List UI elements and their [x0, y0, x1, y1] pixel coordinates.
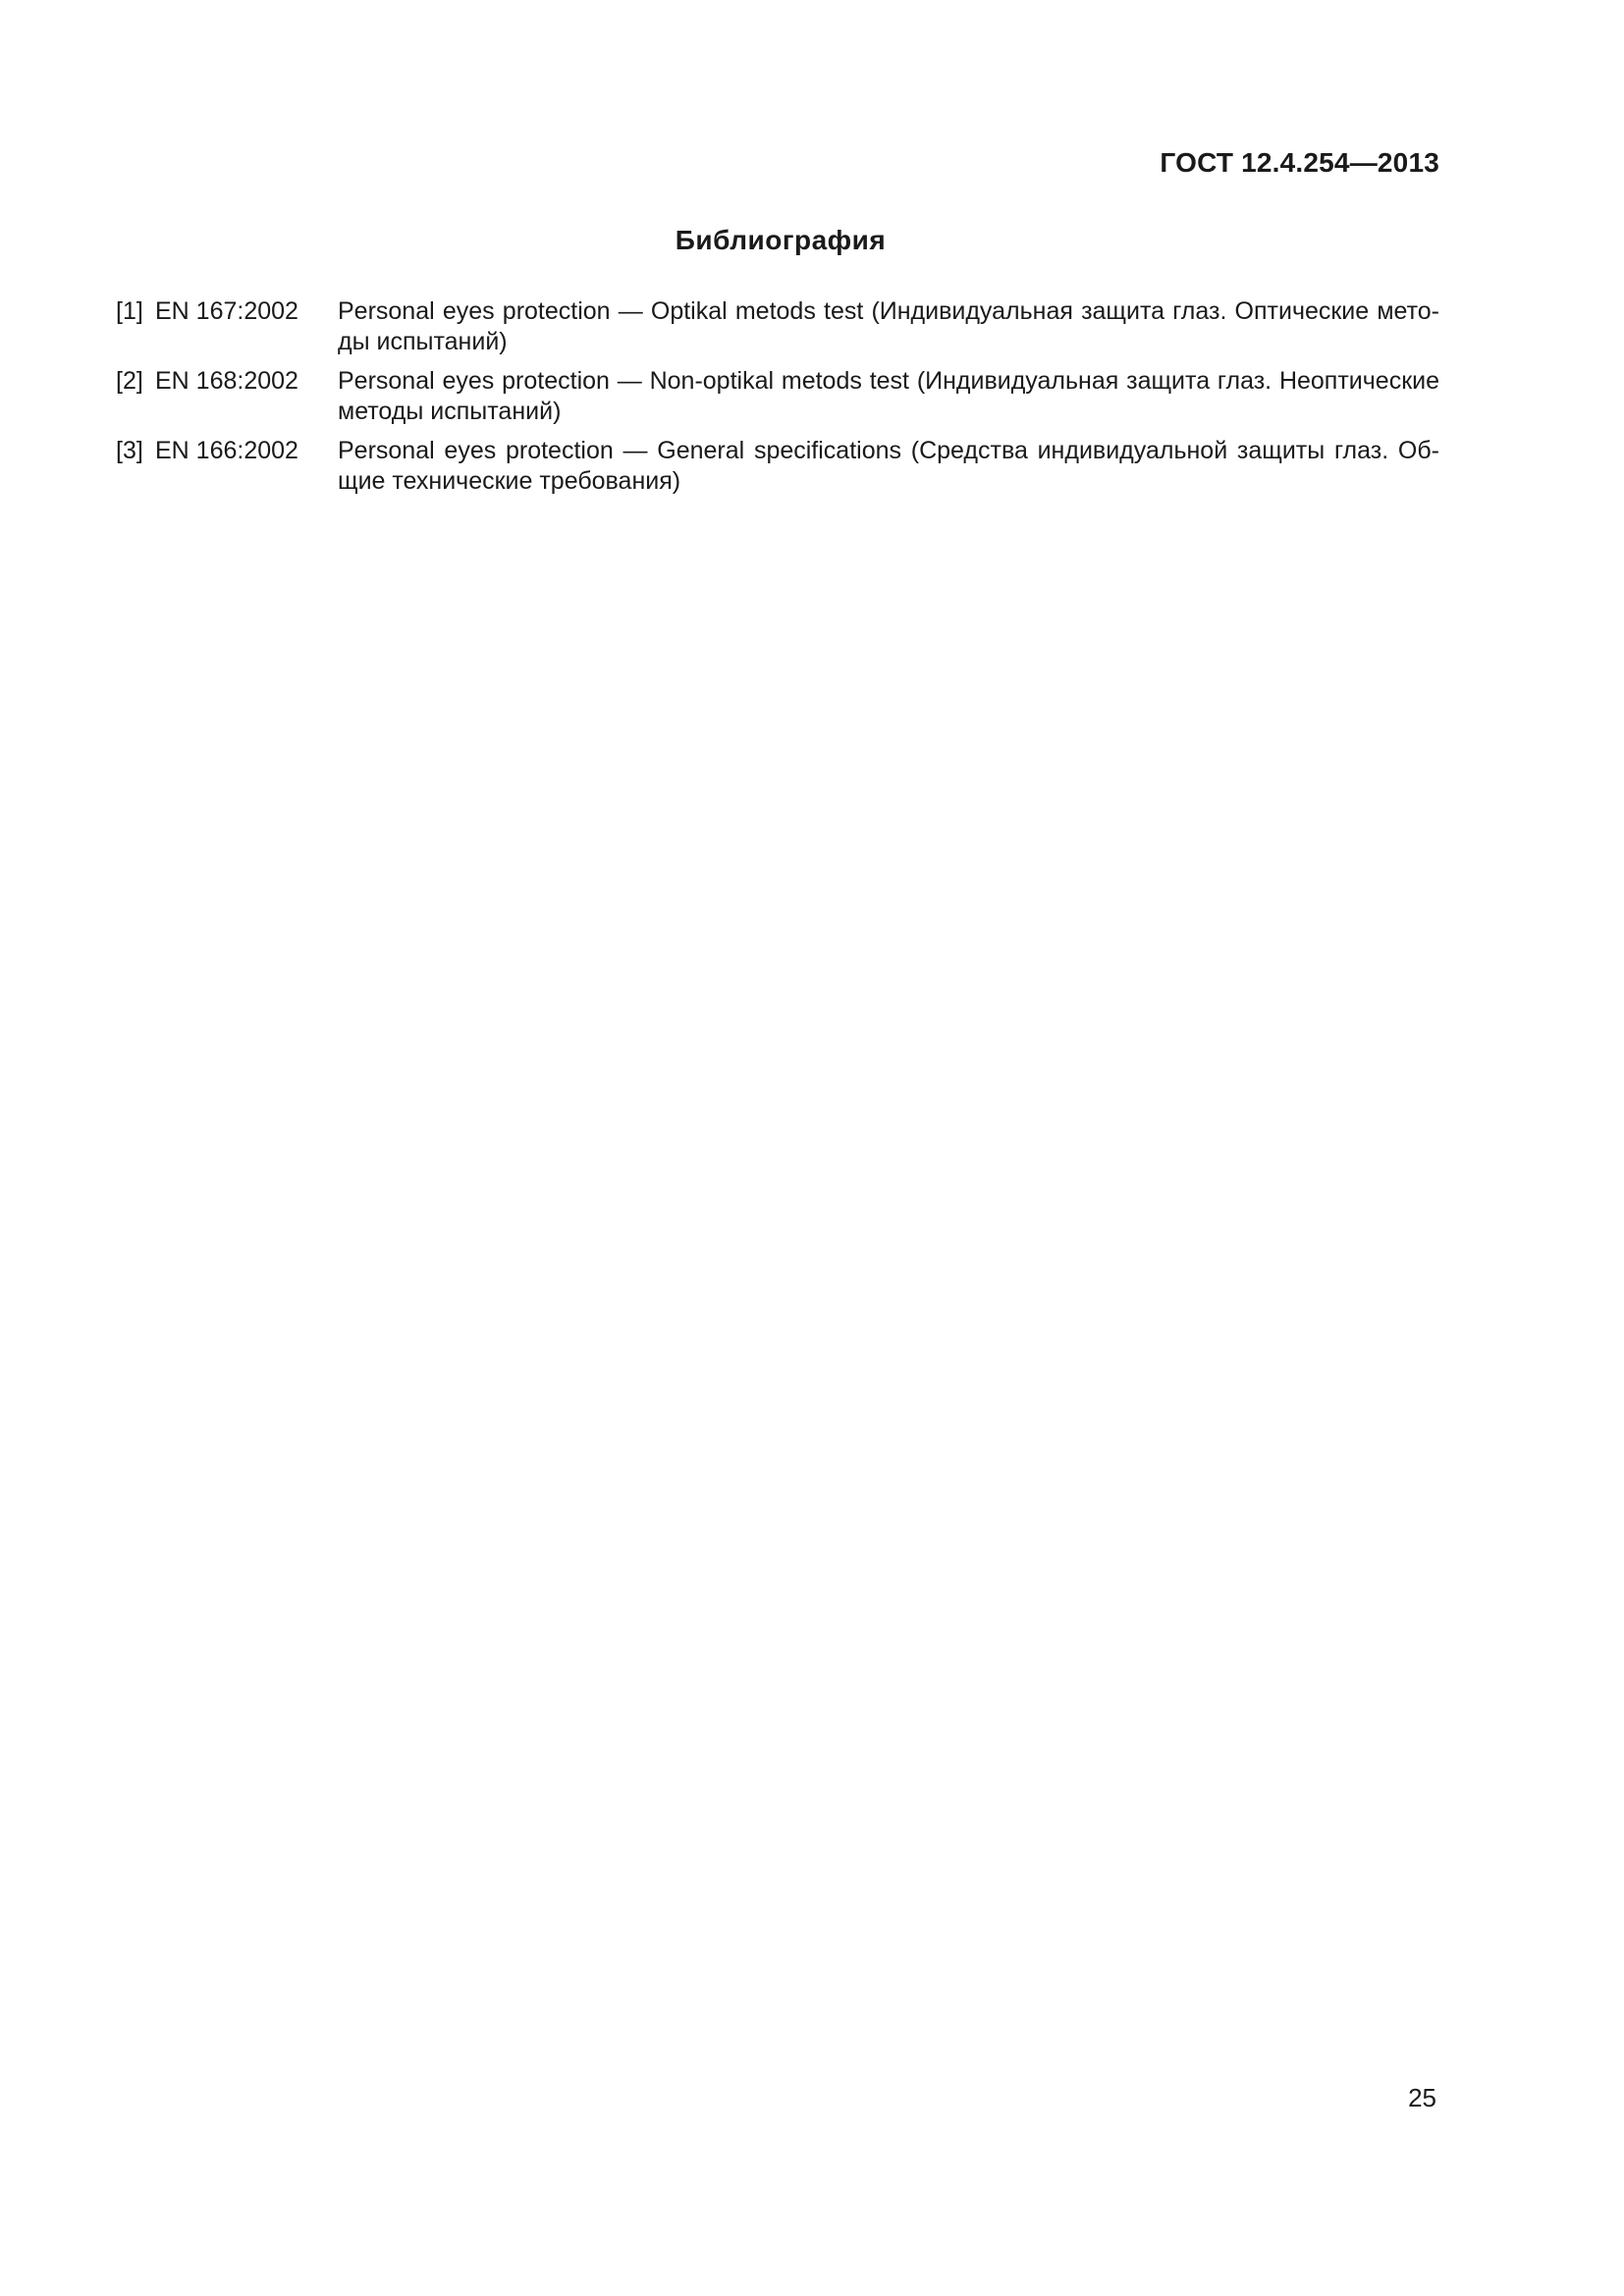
- entry-number: [1]: [116, 297, 143, 325]
- document-code: ГОСТ 12.4.254—2013: [1160, 147, 1439, 178]
- entry-number: [2]: [116, 367, 143, 395]
- standard-code: EN 167:2002: [155, 297, 298, 325]
- section-title: Библиография: [675, 225, 887, 255]
- page-number: 25: [1408, 2083, 1436, 2112]
- entry-text: Personal eyes protection — Optikal metods test (Индивидуальная защита глаз. Оптические мето-ды испытаний): [338, 297, 1439, 355]
- bibliography-entry: [116, 366, 1439, 427]
- bibliography-list: [116, 296, 1439, 506]
- entry-text: Personal eyes protection — Non-optikal metods test (Индивидуальная защита глаз. Неоптические методы испытаний): [338, 367, 1439, 425]
- bibliography-entry: [116, 436, 1439, 497]
- standard-code: EN 168:2002: [155, 367, 298, 395]
- standard-code: EN 166:2002: [155, 437, 298, 464]
- bibliography-entry: [116, 296, 1439, 357]
- entry-number: [3]: [116, 437, 143, 464]
- entry-text: Personal eyes protection — General specifications (Средства индивидуальной защиты глаз. Об-щие технические требования): [338, 437, 1439, 495]
